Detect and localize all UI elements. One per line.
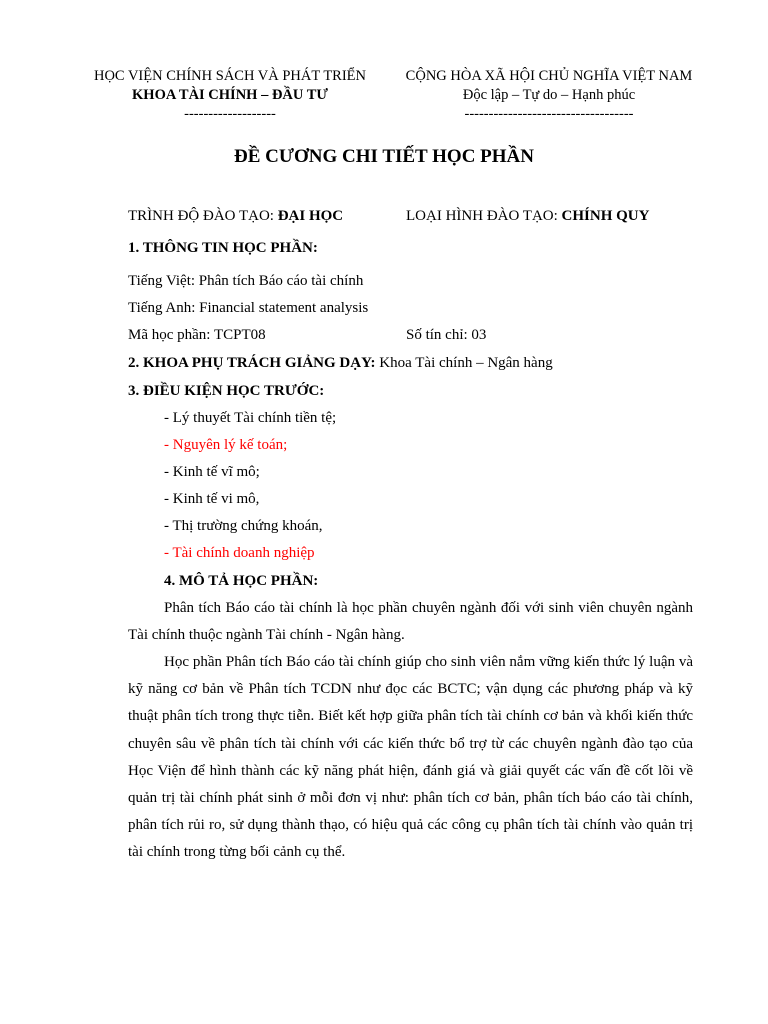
section1-heading: 1. THÔNG TIN HỌC PHẦN: [128, 240, 318, 256]
description-text-1: Phân tích Báo cáo tài chính là học phần chuyên ngành đối với sinh viên chuyên ngành Tài chính thuộc ngành Tài chính - Ngân hàng. [128, 600, 693, 644]
training-level-label: TRÌNH ĐỘ ĐÀO TẠO: [128, 208, 278, 224]
prereq-item-highlighted: - Tài chính doanh nghiệp [164, 545, 315, 561]
training-type-line [406, 206, 649, 226]
institution-name: HỌC VIỆN CHÍNH SÁCH VÀ PHÁT TRIỂN [93, 68, 367, 84]
training-type-value: CHÍNH QUY [561, 208, 650, 224]
section3-heading: 3. ĐIỀU KIỆN HỌC TRƯỚC: [128, 383, 325, 399]
institution-header [70, 67, 390, 124]
prereq-item: - Kinh tế vi mô, [164, 491, 260, 507]
section2-heading: 2. KHOA PHỤ TRÁCH GIẢNG DẠY: [128, 355, 376, 371]
national-name: CỘNG HÒA XÃ HỘI CHỦ NGHĨA VIỆT NAM [405, 68, 693, 84]
course-name-vn: Tiếng Việt: Phân tích Báo cáo tài chính [128, 273, 364, 289]
national-header [388, 67, 710, 124]
training-type-label: LOẠI HÌNH ĐÀO TẠO: [406, 208, 562, 224]
description-text-2: Học phần Phân tích Báo cáo tài chính giúp cho sinh viên nắm vững kiến thức lý luận và kỹ năng cơ bản về Phân tích TCDN như đọc các BCTC; vận dụng các phương pháp và kỹ thuật phân tích trong thực tiễn. Biết kết hợp giữa phân tích tài chính cơ bản và khối kiến thức chuyên sâu về phân tích tài chính với các kiến thức bổ trợ từ các chuyên ngành đào tạo của Học Viện để hình thành các kỹ năng phát hiện, đánh giá và giải quyết các vấn đề cốt lõi về quản trị tài chính phát sinh ở mỗi đơn vị như: phân tích cơ bản, phân tích báo cáo tài chính, phân tích rủi ro, sử dụng thành thạo, có hiệu quả các công cụ phân tích tài chính vào quản trị tài chính trong từng bối cảnh cụ thể. [128, 654, 693, 861]
description-paragraph-1 [128, 595, 693, 649]
national-motto: Độc lập – Tự do – Hạnh phúc [462, 87, 636, 103]
section2-line [128, 353, 553, 373]
prereq-item: - Thị trường chứng khoán, [164, 518, 323, 534]
prereq-item-highlighted: - Nguyên lý kế toán; [164, 437, 288, 453]
document-title: ĐỀ CƯƠNG CHI TIẾT HỌC PHẦN [234, 146, 534, 167]
course-credits: Số tín chỉ: 03 [406, 327, 487, 343]
prereq-item: - Lý thuyết Tài chính tiền tệ; [164, 410, 337, 426]
course-name-en: Tiếng Anh: Financial statement analysis [128, 300, 369, 316]
section4-heading: 4. MÔ TẢ HỌC PHẦN: [164, 573, 319, 589]
left-separator: ------------------- [184, 106, 276, 122]
training-level-value: ĐẠI HỌC [277, 208, 344, 224]
course-code: Mã học phần: TCPT08 [128, 327, 266, 343]
description-paragraph-2 [128, 649, 693, 867]
faculty-name: KHOA TÀI CHÍNH – ĐẦU TƯ [132, 87, 328, 103]
prereq-item: - Kinh tế vĩ mô; [164, 464, 260, 480]
right-separator: ----------------------------------- [464, 106, 634, 122]
training-level-line [128, 206, 343, 226]
section2-value: Khoa Tài chính – Ngân hàng [375, 355, 553, 371]
